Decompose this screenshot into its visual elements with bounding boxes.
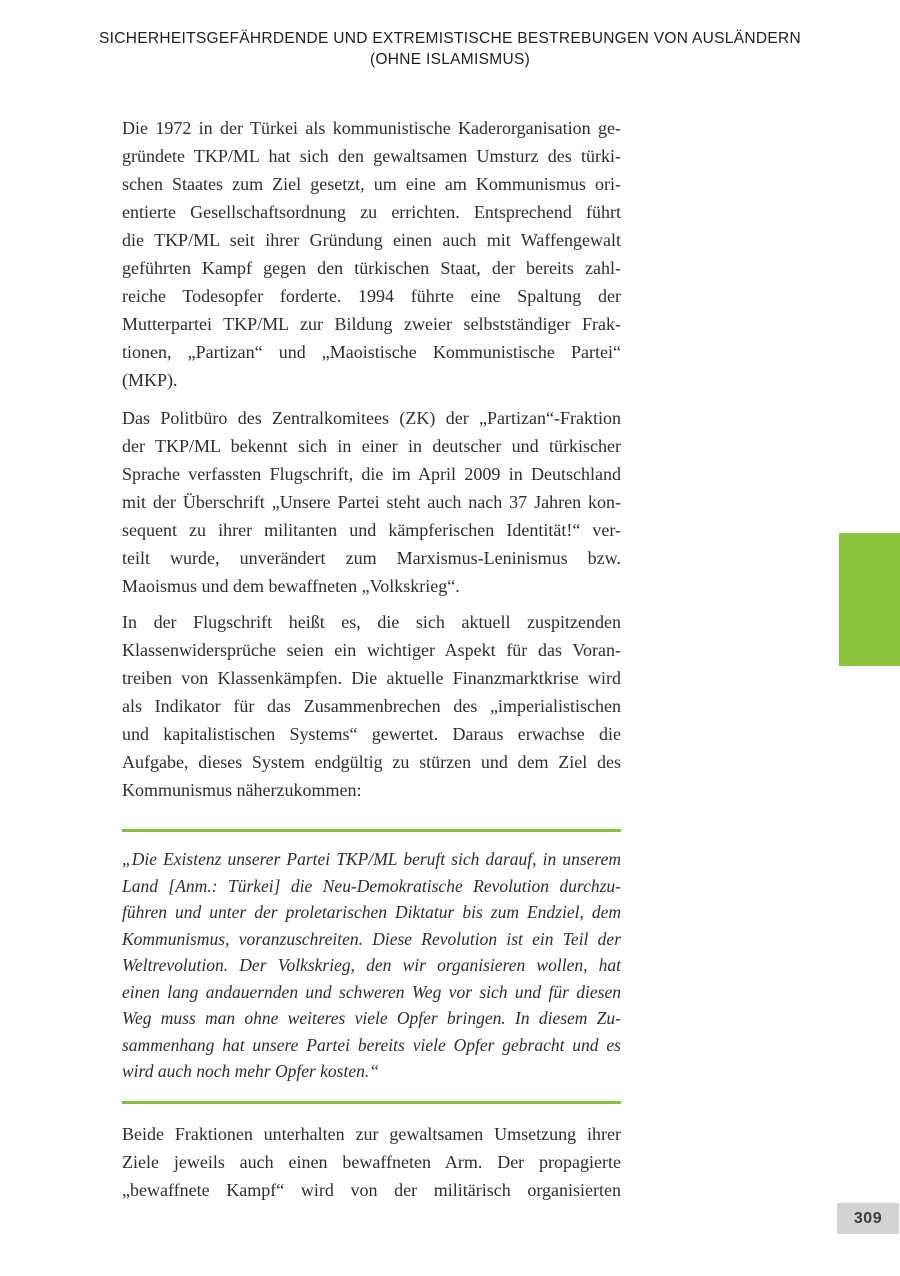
text-line: wird auch noch mehr Opfer kosten.“	[122, 1061, 379, 1081]
text-line: führen und unter der proletarischen Diktatur bis zum Endziel, dem	[122, 902, 621, 922]
text-line: mit der Überschrift „Unsere Partei steht auch nach 37 Jahren kon-	[122, 492, 621, 512]
text-line: einen lang andauernden und schweren Weg vor sich und für diesen	[122, 981, 621, 1002]
quote-rule-bottom	[122, 1101, 621, 1104]
text-line: „Die Existenz unserer Partei TKP/ML beruft sich darauf, in unserem	[122, 849, 621, 869]
text-line: Ziele jeweils auch einen bewaffneten Arm. Der propagierte	[122, 1152, 621, 1172]
text-line: Kommunismus näherzukommen:	[122, 780, 362, 800]
text-line: „bewaffnete Kampf“ wird von der militärisch organisierten	[122, 1180, 621, 1200]
running-head-line1: SICHERHEITSGEFÄHRDENDE UND EXTREMISTISCHE BESTREBUNGEN VON AUSLÄNDERN	[99, 30, 801, 47]
text-line: sequent zu ihrer militanten und kämpferischen Identität!“ ver-	[122, 520, 621, 540]
text-line: Beide Fraktionen unterhalten zur gewaltsamen Umsetzung ihrer	[122, 1124, 621, 1144]
text-line: der TKP/ML bekennt sich in einer in deutscher und türkischer	[122, 436, 621, 456]
running-head	[60, 28, 840, 70]
quote-block	[122, 829, 621, 1104]
text-line: und kapitalistischen Systems“ gewertet. Daraus erwachse die	[122, 724, 621, 744]
text-line: reiche Todesopfer forderte. 1994 führte eine Spaltung der	[122, 286, 621, 306]
running-head-line2: (OHNE ISLAMISMUS)	[369, 51, 531, 68]
text-line: entierte Gesellschaftsordnung zu errichten. Entsprechend führt	[122, 202, 621, 222]
text-line: Maoismus und dem bewaffneten „Volkskrieg“.	[122, 576, 460, 596]
text-line: In der Flugschrift heißt es, die sich aktuell zuspitzenden	[122, 612, 621, 632]
quote-text	[122, 832, 621, 1101]
text-line: Die 1972 in der Türkei als kommunistische Kaderorganisation ge-	[122, 118, 621, 138]
text-line: Klassenwidersprüche seien ein wichtiger Aspekt für das Voran-	[122, 640, 621, 660]
chapter-tab-marker	[839, 533, 900, 666]
text-line: Sprache verfassten Flugschrift, die im April 2009 in Deutschland	[122, 464, 621, 484]
text-line: Land [Anm.: Türkei] die Neu-Demokratische Revolution durchzu-	[122, 875, 621, 896]
text-line: (MKP).	[122, 370, 178, 390]
text-line: Weltrevolution. Der Volkskrieg, den wir organisieren wollen, hat	[122, 955, 621, 975]
text-line: als Indikator für das Zusammenbrechen des „imperialistischen	[122, 696, 621, 716]
text-line: Aufgabe, dieses System endgültig zu stürzen und dem Ziel des	[122, 752, 621, 772]
paragraph-tkpml-founding	[122, 114, 621, 394]
text-line: Das Politbüro des Zentralkomitees (ZK) der „Partizan“-Fraktion	[122, 408, 621, 428]
page-number-box	[837, 1203, 899, 1234]
paragraph-politbuero-flugschrift	[122, 404, 621, 600]
paragraph-beide-fraktionen	[122, 1120, 621, 1204]
page-number: 309	[853, 1209, 883, 1227]
text-line: Kommunismus, voranzuschreiten. Diese Revolution ist ein Teil der	[122, 928, 621, 949]
text-line: Weg muss man ohne weiteres viele Opfer bringen. In diesem Zu-	[122, 1008, 621, 1028]
text-line: Mutterpartei TKP/ML zur Bildung zweier selbstständiger Frak-	[122, 314, 621, 334]
text-line: die TKP/ML seit ihrer Gründung einen auch mit Waffengewalt	[122, 230, 621, 250]
text-line: gründete TKP/ML hat sich den gewaltsamen Umsturz des türki-	[122, 146, 621, 166]
text-line: schen Staates zum Ziel gesetzt, um eine am Kommunismus ori-	[122, 174, 621, 194]
text-line: sammenhang hat unsere Partei bereits viele Opfer gebracht und es	[122, 1034, 621, 1055]
paragraph-klassenwidersprueche	[122, 608, 621, 804]
text-line: treiben von Klassenkämpfen. Die aktuelle Finanzmarktkrise wird	[122, 668, 621, 688]
text-line: tionen, „Partizan“ und „Maoistische Kommunistische Partei“	[122, 342, 621, 362]
text-line: geführten Kampf gegen den türkischen Staat, der bereits zahl-	[122, 258, 621, 278]
text-line: teilt wurde, unverändert zum Marxismus-Leninismus bzw.	[122, 548, 621, 568]
